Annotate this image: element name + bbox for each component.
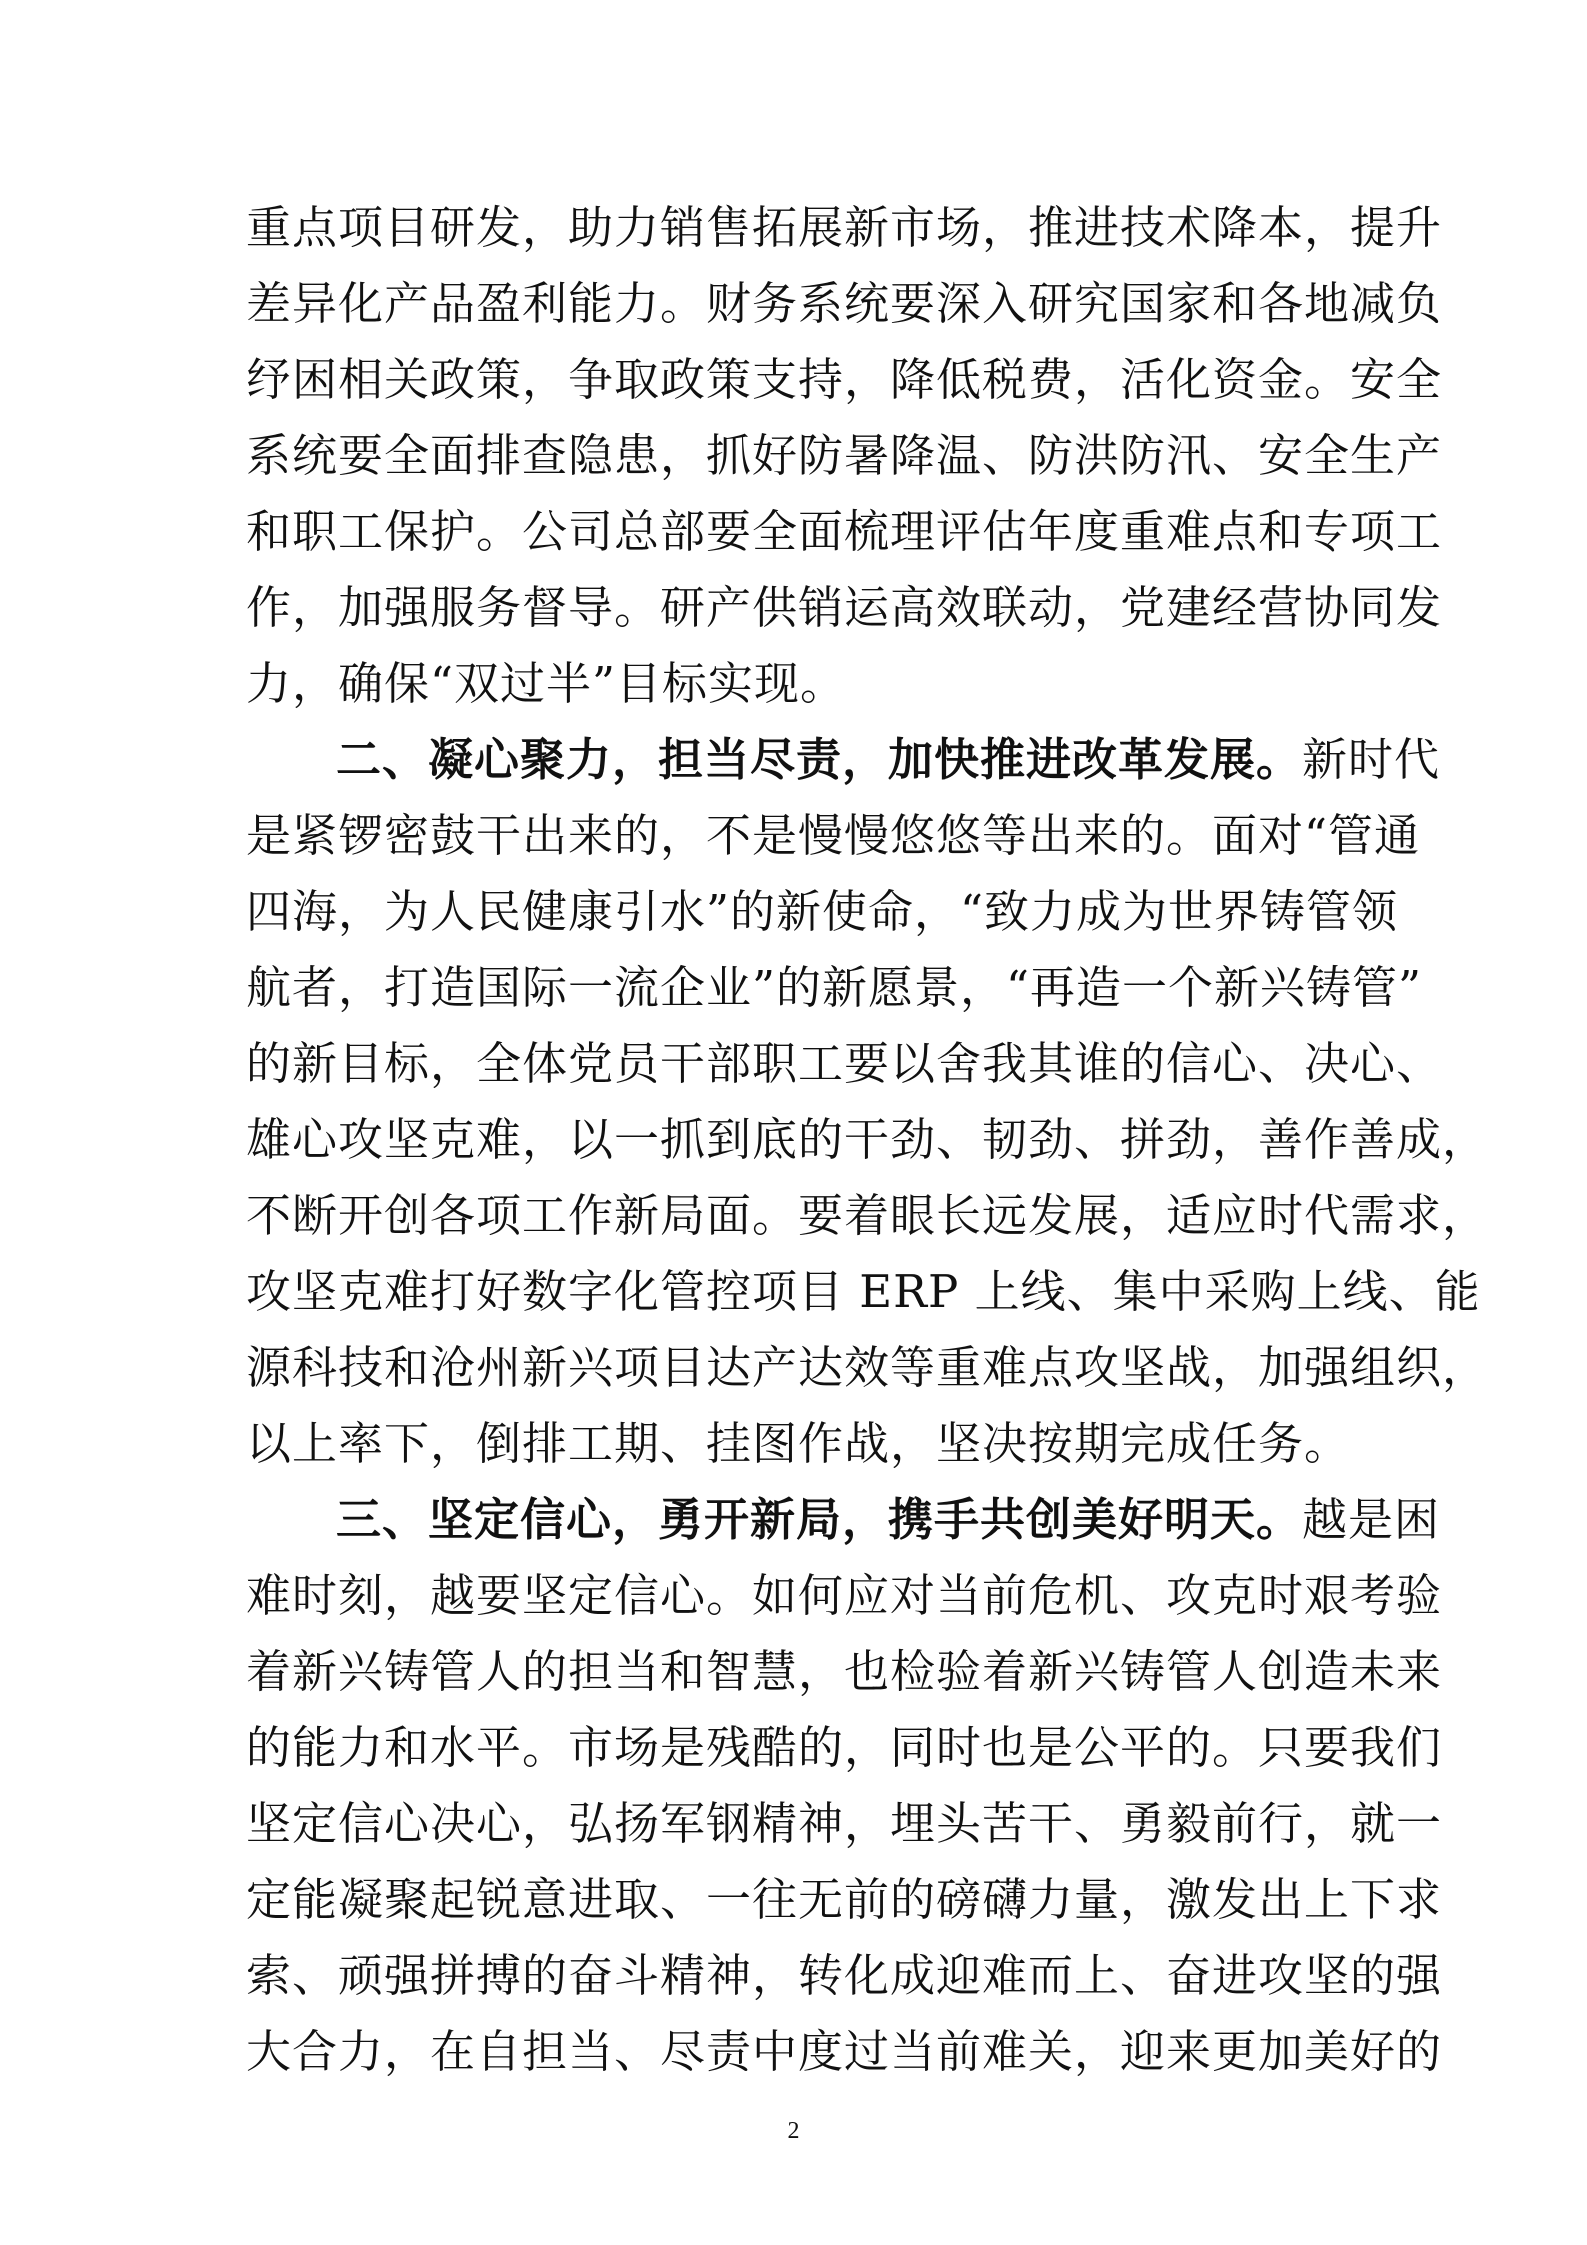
text-line: 系统要全面排查隐患，抓好防暑降温、防洪防汛、安全生产 <box>246 429 1443 482</box>
text-line: 重点项目研发，助力销售拓展新市场，推进技术降本，提升 <box>246 201 1443 254</box>
text-line: 大合力，在自担当、尽责中度过当前难关，迎来更加美好的 <box>246 2025 1443 2078</box>
text-line: 力，确保“双过半”目标实现。 <box>246 657 847 710</box>
text-line: 和职工保护。公司总部要全面梳理评估年度重难点和专项工 <box>246 505 1443 558</box>
text-line: 源科技和沧州新兴项目达产达效等重难点攻坚战，加强组织， <box>246 1341 1489 1394</box>
text-line: 纾困相关政策，争取政策支持，降低税费，活化资金。安全 <box>246 353 1443 406</box>
text-line: 以上率下，倒排工期、挂图作战，坚决按期完成任务。 <box>246 1417 1351 1470</box>
body-text <box>246 190 1489 2090</box>
text-line: 不断开创各项工作新局面。要着眼长远发展，适应时代需求， <box>246 1189 1489 1242</box>
text-line: 的新目标，全体党员干部职工要以舍我其谁的信心、决心、 <box>246 1037 1443 1090</box>
section-heading: 二、凝心聚力，担当尽责，加快推进改革发展。 <box>336 733 1303 786</box>
text-run: 新时代 <box>1302 733 1441 786</box>
text-line: 着新兴铸管人的担当和智慧，也检验着新兴铸管人创造未来 <box>246 1645 1443 1698</box>
text-run: 越是困 <box>1302 1493 1441 1546</box>
text-line: 的能力和水平。市场是残酷的，同时也是公平的。只要我们 <box>246 1721 1443 1774</box>
page-number: 2 <box>787 2118 800 2144</box>
text-line: 作，加强服务督导。研产供销运高效联动，党建经营协同发 <box>246 581 1443 634</box>
text-line: 定能凝聚起锐意进取、一往无前的磅礴力量，激发出上下求 <box>246 1873 1443 1926</box>
section-heading: 三、坚定信心，勇开新局，携手共创美好明天。 <box>336 1493 1303 1546</box>
text-line: 攻坚克难打好数字化管控项目 ERP 上线、集中采购上线、能 <box>246 1265 1481 1318</box>
text-line: 四海，为人民健康引水”的新使命，“致力成为世界铸管领 <box>246 885 1399 938</box>
text-line: 难时刻，越要坚定信心。如何应对当前危机、攻克时艰考验 <box>246 1569 1443 1622</box>
text-line: 索、顽强拼搏的奋斗精神，转化成迎难而上、奋进攻坚的强 <box>246 1949 1443 2002</box>
text-line: 坚定信心决心，弘扬军钢精神，埋头苦干、勇毅前行，就一 <box>246 1797 1443 1850</box>
paragraph-first-line <box>246 1482 1441 1558</box>
text-line: 雄心攻坚克难，以一抓到底的干劲、韧劲、拼劲，善作善成， <box>246 1113 1489 1166</box>
paragraph-first-line <box>246 722 1441 798</box>
text-line: 差异化产品盈利能力。财务系统要深入研究国家和各地减负 <box>246 277 1443 330</box>
text-line: 是紧锣密鼓干出来的，不是慢慢悠悠等出来的。面对“管通 <box>246 809 1421 862</box>
text-line: 航者，打造国际一流企业”的新愿景，“再造一个新兴铸管” <box>246 961 1423 1014</box>
